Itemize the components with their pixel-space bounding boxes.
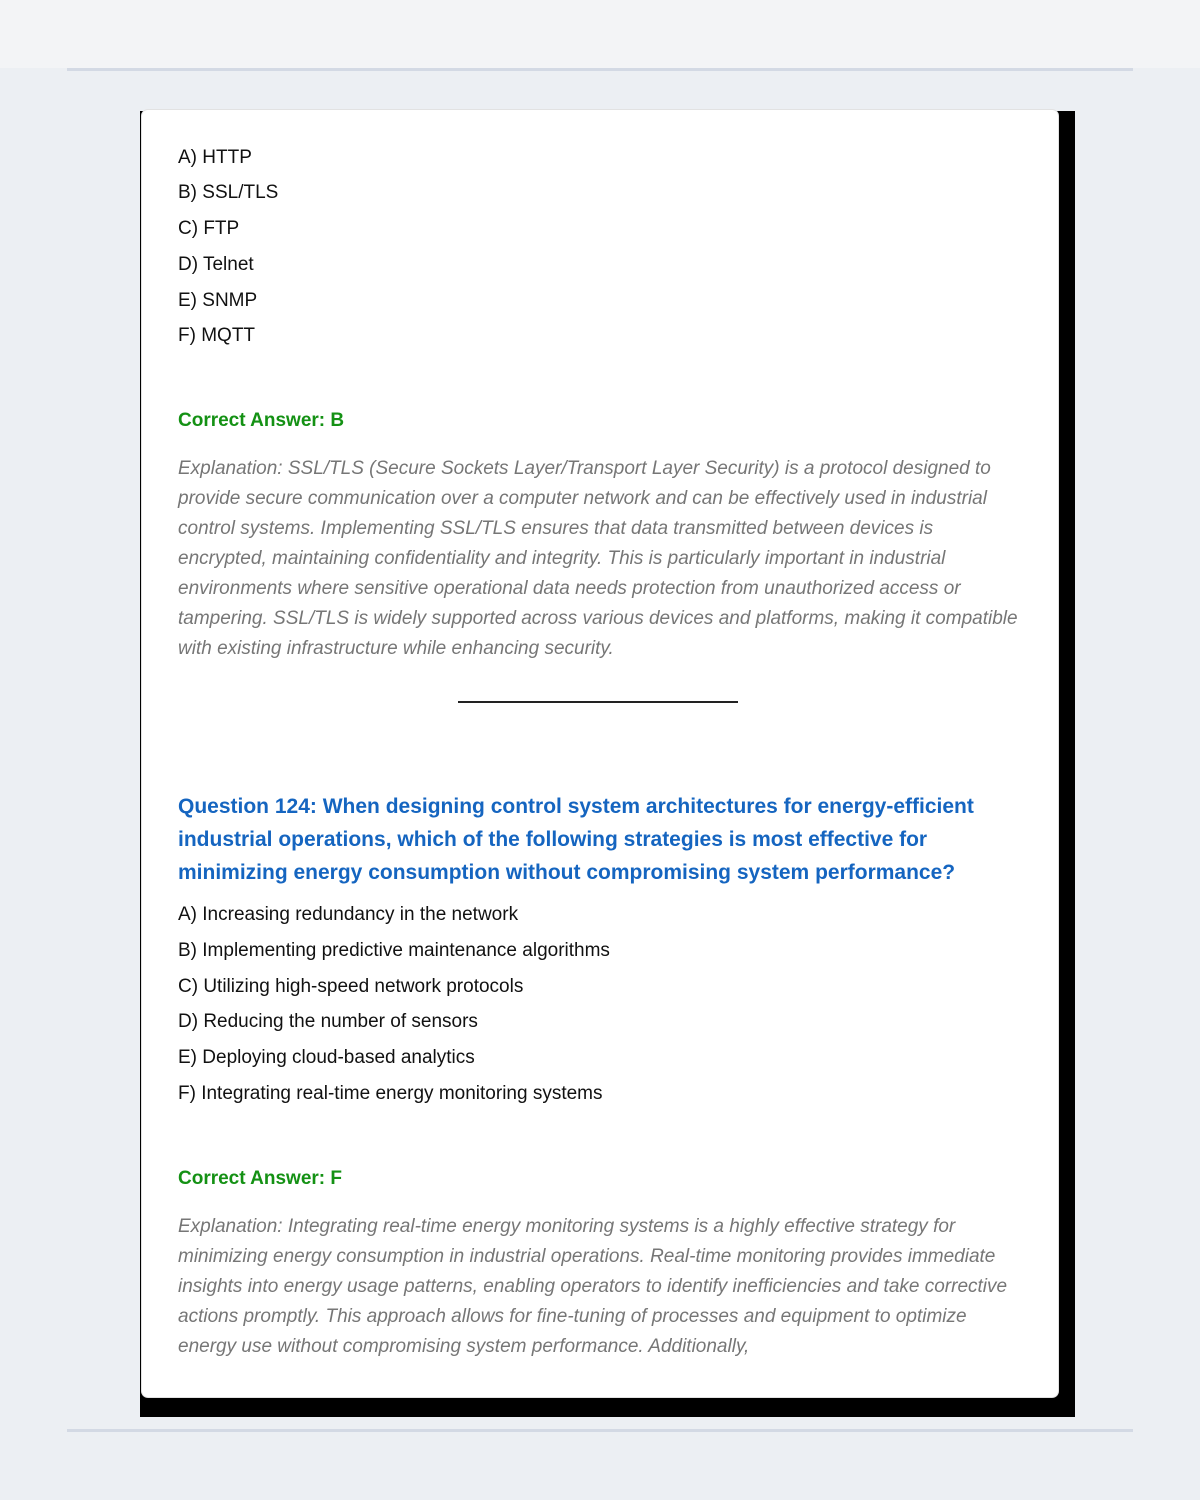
q124-option-e: E) Deploying cloud-based analytics xyxy=(178,1047,475,1068)
q123-option-d: D) Telnet xyxy=(178,254,254,275)
q124-explanation: Explanation: Integrating real-time energy monitoring systems is a highly effective strategy for minimizing energy consumption in industrial operations. Real-time monitoring provides immediate insights into energy usage patterns, enabling operators to identify inefficiencies and take corrective actions promptly. This approach allows for fine-tuning of processes and equipment to optimize energy use without compromising system performance. Additionally, xyxy=(178,1216,1008,1357)
q123-option-e: E) SNMP xyxy=(178,290,258,311)
q124-option-f: F) Integrating real-time energy monitoring systems xyxy=(178,1083,603,1104)
top-toolbar-band xyxy=(0,0,1200,68)
section-divider xyxy=(458,701,738,703)
q124-option-d: D) Reducing the number of sensors xyxy=(178,1011,478,1032)
document-page xyxy=(142,110,1058,1397)
q123-explanation: Explanation: SSL/TLS (Secure Sockets Layer/Transport Layer Security) is a protocol designed to provide secure communication over a computer network and can be effectively used in industrial control systems. Implementing SSL/TLS ensures that data transmitted between devices is encrypted, maintaining confidentiality and integrity. This is particularly important in industrial environments where sensitive operational data needs protection from unauthorized access or tampering. SSL/TLS is widely supported across various devices and platforms, making it compatible with existing infrastructure while enhancing security. xyxy=(178,458,1018,659)
q124-option-b: B) Implementing predictive maintenance algorithms xyxy=(178,940,610,961)
top-divider-rule xyxy=(67,68,1133,71)
q123-option-b: B) SSL/TLS xyxy=(178,182,279,203)
q124-option-a: A) Increasing redundancy in the network xyxy=(178,904,519,925)
q123-option-f: F) MQTT xyxy=(178,325,256,346)
q123-option-c: C) FTP xyxy=(178,218,240,239)
bottom-divider-rule xyxy=(67,1429,1133,1432)
q123-correct-answer: Correct Answer: B xyxy=(178,410,345,431)
question-124-title: Question 124: When designing control system architectures for energy-efficient industrial operations, which of the following strategies is most effective for minimizing energy consumption without compromising system performance? xyxy=(178,795,974,884)
q124-correct-answer: Correct Answer: F xyxy=(178,1168,342,1189)
q123-option-a: A) HTTP xyxy=(178,147,252,168)
q124-option-c: C) Utilizing high-speed network protocols xyxy=(178,976,524,997)
